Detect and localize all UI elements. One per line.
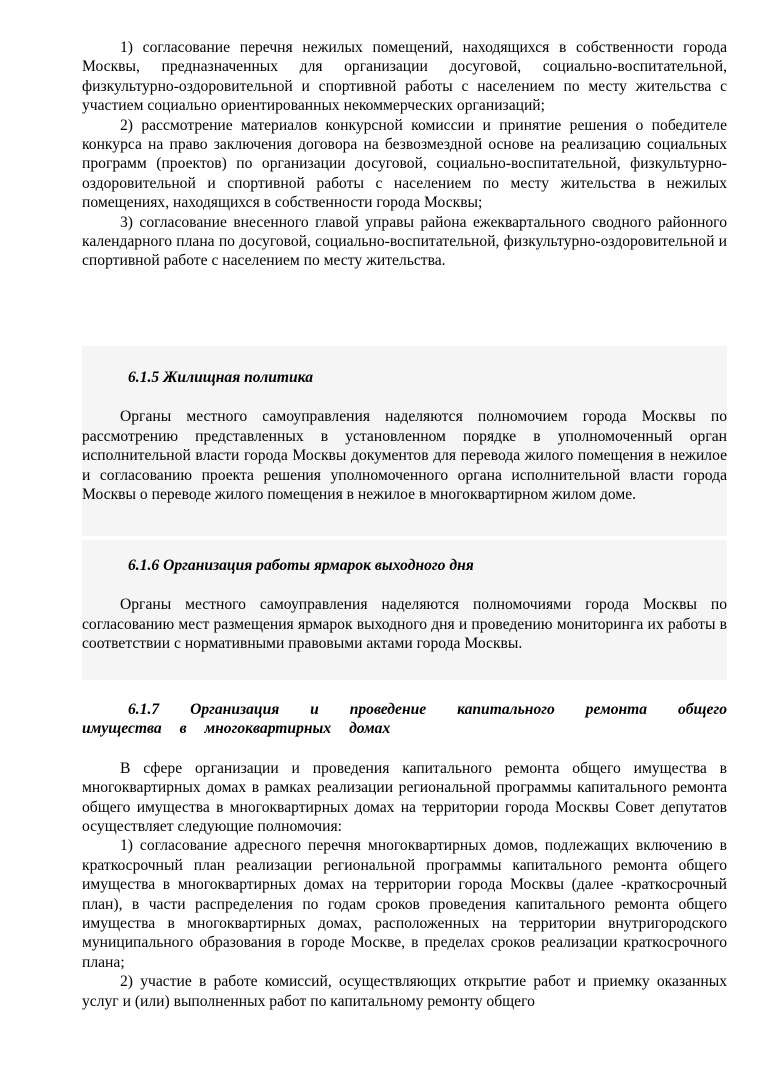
section-6-1-5 [82,346,727,536]
section-paragraph: В сфере организации и проведения капитального ремонта общего имущества в многоквартирных домах в рамках реализации региональной программы капитального ремонта общего имущества в многоквартирных домах на территории города Москвы Совет депутатов осуществляет следующие полномочия: [82,759,727,836]
intro-item-1: 1) согласование перечня нежилых помещений, находящихся в собственности города Москвы, предназначенных для организации досуговой, социально-воспитательной, физкультурно-оздоровительной и спортивной работы с населением по месту жительства с участием социально ориентированных некоммерческих организаций; [82,39,727,115]
section-heading: 6.1.6 Организация работы ярмарок выходного дня [128,557,474,574]
intro-item-2: 2) рассмотрение материалов конкурсной комиссии и принятие решения о победителе конкурса на право заключения договора на безвозмездной основе на реализацию социальных программ (проектов) по организации досуговой, социально-воспитательной, физкультурно-оздоровительной и спортивной работы с населением по месту жительства в нежилых помещениях, находящихся в собственности города Москвы; [82,116,727,212]
section-heading: 6.1.7 Организация и проведение капитального ремонта общего имущества в многоквартирных домах [82,701,727,738]
intro-item-3: 3) согласование внесенного главой управы района ежеквартального сводного районного календарного плана по досуговой, социально-воспитательной, физкультурно-оздоровительной и спортивной работе с населением по месту жительства. [82,213,727,270]
section-paragraph: 2) участие в работе комиссий, осуществляющих открытие работ и приемку оказанных услуг и (или) выполненных работ по капитальному ремонту общего [82,973,727,1010]
section-paragraph: 1) согласование адресного перечня многоквартирных домов, подлежащих включению в краткосрочный план реализации региональной программы капитального ремонта общего имущества в многоквартирных домах на территории города Москвы (далее -краткосрочный план), в части распределения по годам сроков проведения капитального ремонта общего имущества в многоквартирных домах, расположенных на территории внутригородского муниципального образования в городе Москве, в пределах сроков реализации краткосрочного плана; [82,837,727,971]
section-6-1-7 [82,700,727,1011]
section-heading: 6.1.5 Жилищная политика [128,369,313,386]
intro-list [82,38,727,271]
section-text: Органы местного самоуправления наделяются полномочием города Москвы по рассмотрению представленных в установленном порядке в уполномоченный орган исполнительной власти города Москвы документов для перевода жилого помещения в нежилое и согласованию проекта решения уполномоченного органа исполнительной власти города Москвы о переводе жилого помещения в нежилое в многоквартирном жилом доме. [82,408,727,504]
section-text: Органы местного самоуправления наделяются полномочиями города Москвы по согласованию мест размещения ярмарок выходного дня и проведению мониторинга их работы в соответствии с нормативными правовыми актами города Москвы. [82,596,727,653]
section-6-1-6 [82,540,727,680]
